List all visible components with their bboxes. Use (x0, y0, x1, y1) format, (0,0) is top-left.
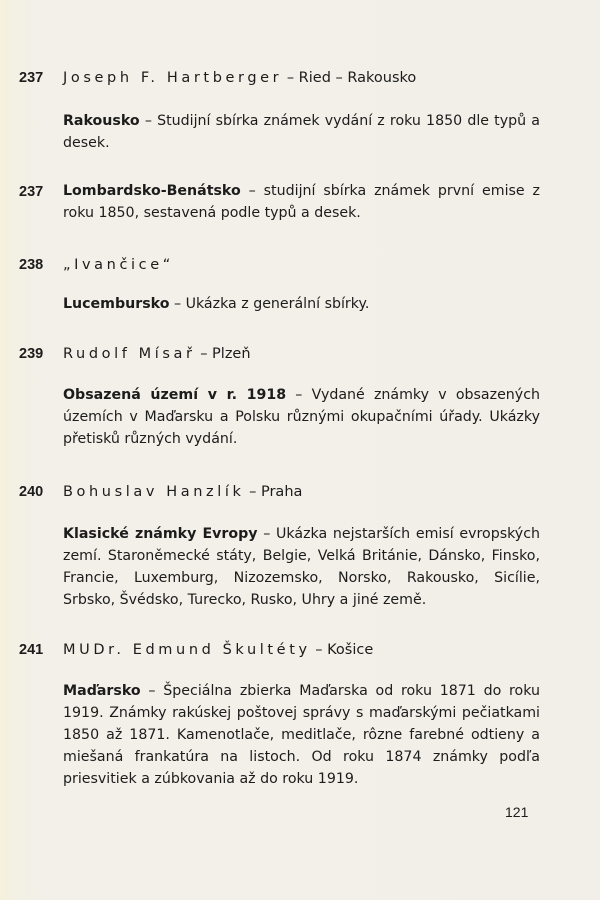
page-number: 121 (505, 804, 529, 820)
exhibit-text: – Špeciálna zbierka Maďarska od roku 1871 do roku 1919. Známky rakúskej poštovej správy s maďarskými pečiatkami 1850 až 1871. Kamenotlače, meditlače, rôzne farebné odtieny a miešaná frankatúra na listoch. Od roku 1874 známky podľa priesvitiek a zúbkovania až do roku 1919. (63, 683, 540, 787)
entry-header-241 (19, 642, 373, 658)
entry-header-239 (19, 346, 251, 362)
entry-number: 238 (19, 257, 44, 273)
entry-number: 239 (19, 346, 44, 362)
exhibit-title: Obsazená území v r. 1918 (63, 387, 287, 403)
exhibitor-name: Rudolf Mísař (63, 346, 196, 362)
exhibit-text: – Studijní sbírka známek vydání z roku 1850 dle typů a desek. (63, 113, 540, 151)
exhibit-title: Lucembursko (63, 296, 170, 312)
entry-number: 237 (19, 70, 44, 86)
exhibit-title: Maďarsko (63, 683, 141, 699)
exhibit-description (63, 680, 540, 790)
entry-number: 241 (19, 642, 44, 658)
exhibit-description (63, 384, 540, 450)
exhibit-text: – Ukázka z generální sbírky. (169, 296, 370, 312)
exhibitor-name: Joseph F. Hartberger (63, 70, 283, 86)
exhibitor-location: – Ried – Rakousko (286, 70, 417, 86)
exhibit-description (63, 180, 540, 224)
entry-number: 237 (19, 184, 44, 200)
exhibitor-name: „Ivančice“ (63, 257, 174, 273)
exhibit-description (63, 293, 540, 315)
entry-header-238 (19, 257, 174, 273)
exhibit-title: Rakousko (63, 113, 140, 129)
exhibitor-location: – Praha (249, 484, 303, 500)
exhibit-text: – Ukázka nejstarších emisí evropských zemí. Staroněmecké státy, Belgie, Velká Británie, Dánsko, Finsko, Francie, Luxemburg, Nizozemsko, Norsko, Rakousko, Sicílie, Srbsko, Švédsko, Turecko, Rusko, Uhry a jiné země. (63, 526, 540, 608)
exhibit-title: Lombardsko-Benátsko (63, 183, 241, 199)
exhibit-text: – studijní sbírka známek první emise z roku 1850, sestavená podle typů a desek. (63, 183, 540, 221)
exhibitor-location: – Košice (315, 642, 374, 658)
exhibit-description (63, 523, 540, 611)
entry-number: 240 (19, 484, 44, 500)
exhibitor-location: – Plzeň (200, 346, 251, 362)
exhibit-title: Klasické známky Evropy (63, 526, 258, 542)
entry-header-240 (19, 484, 302, 500)
exhibit-description (63, 110, 540, 154)
entry-header-237 (19, 70, 416, 86)
exhibitor-name: MUDr. Edmund Škultéty (63, 642, 311, 658)
exhibit-text: – Vydané známky v obsazených územích v Maďarsku a Polsku různými okupačními úřady. Ukázky přetisků různých vydání. (63, 387, 540, 447)
exhibitor-name: Bohuslav Hanzlík (63, 484, 245, 500)
